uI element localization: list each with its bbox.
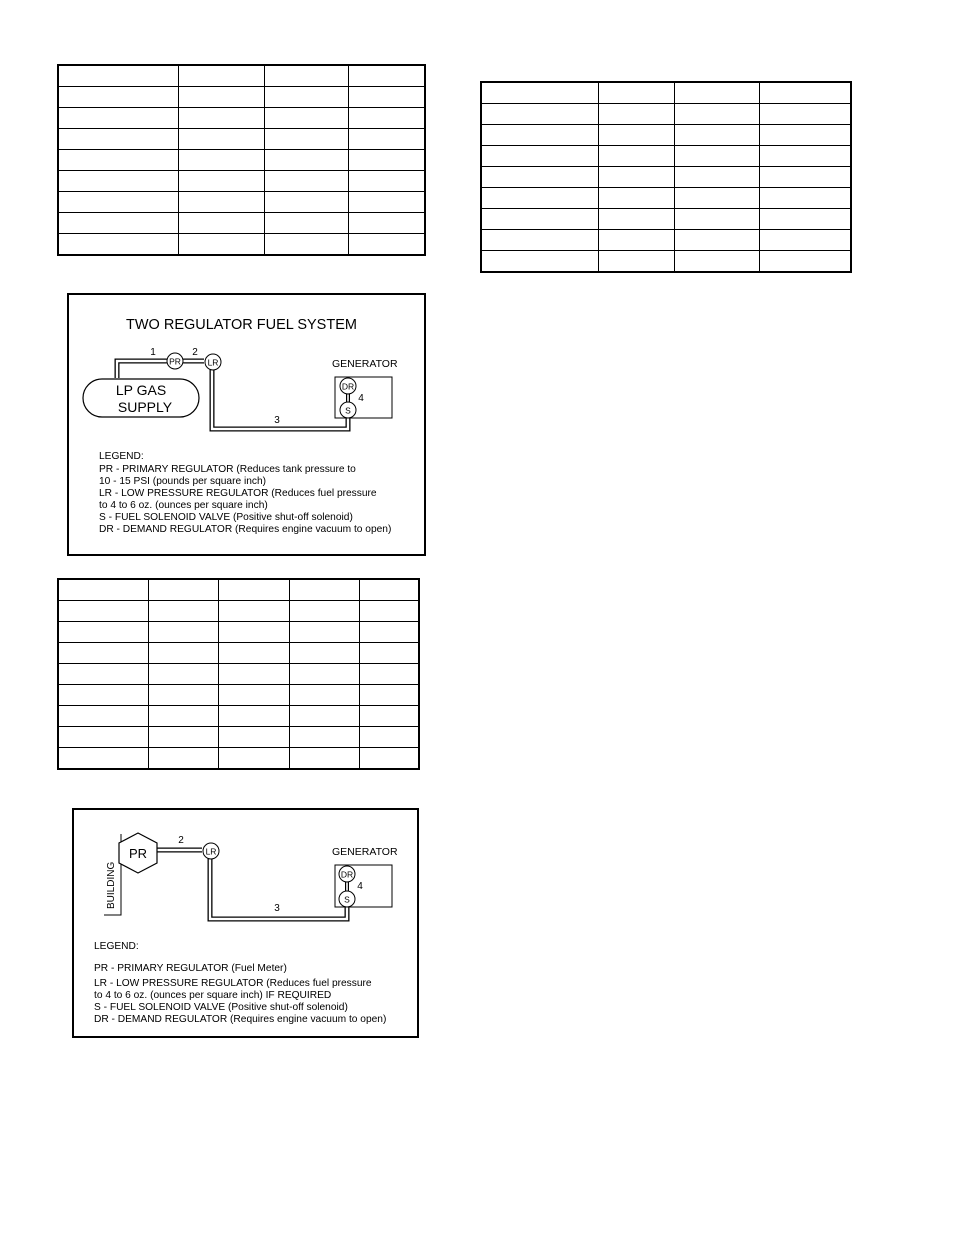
legend-line: LEGEND: xyxy=(99,451,144,462)
table-cell xyxy=(58,643,148,664)
table-cell xyxy=(290,643,360,664)
table-cell xyxy=(58,234,178,256)
table-cell xyxy=(265,108,349,129)
legend-line: DR - DEMAND REGULATOR (Requires engine vacuum to open) xyxy=(99,524,392,535)
table-cell xyxy=(218,579,290,601)
table-row xyxy=(58,108,425,129)
pipe-1 xyxy=(117,361,167,378)
table-cell xyxy=(58,601,148,622)
table-row xyxy=(481,125,851,146)
table-cell xyxy=(675,146,760,167)
table-cell xyxy=(598,251,675,273)
table-cell xyxy=(481,104,598,125)
table-cell xyxy=(265,171,349,192)
table-cell xyxy=(759,251,851,273)
table-row xyxy=(481,251,851,273)
table-cell xyxy=(265,150,349,171)
table-cell xyxy=(598,188,675,209)
table-row xyxy=(481,209,851,230)
legend-line: PR - PRIMARY REGULATOR (Fuel Meter) xyxy=(94,963,287,974)
generator-number-4: 4 xyxy=(358,393,364,404)
table-cell xyxy=(598,125,675,146)
table-row xyxy=(58,643,419,664)
pipe-label-2: 2 xyxy=(192,347,198,358)
table-cell xyxy=(58,706,148,727)
table-cell xyxy=(348,171,425,192)
diagram-title: TWO REGULATOR FUEL SYSTEM xyxy=(126,317,357,333)
table-row xyxy=(58,579,419,601)
table-cell xyxy=(178,65,265,87)
table-cell xyxy=(348,65,425,87)
table-cell xyxy=(759,188,851,209)
pr-label: PR xyxy=(169,356,181,367)
two-regulator-diagram-panel xyxy=(67,293,426,556)
table-row xyxy=(481,230,851,251)
table-cell xyxy=(148,622,218,643)
table-cell xyxy=(148,706,218,727)
table-cell xyxy=(58,150,178,171)
pipe-1-inner xyxy=(117,361,167,378)
table-cell xyxy=(218,727,290,748)
table-row xyxy=(58,87,425,108)
table-cell xyxy=(290,706,360,727)
table-cell xyxy=(148,664,218,685)
building-label: BUILDING xyxy=(106,861,117,909)
table-cell xyxy=(759,209,851,230)
table-cell xyxy=(218,622,290,643)
table-cell xyxy=(675,82,760,104)
table-cell xyxy=(359,727,419,748)
table-cell xyxy=(58,192,178,213)
table-cell xyxy=(481,82,598,104)
table-cell xyxy=(218,664,290,685)
table-row xyxy=(58,65,425,87)
table-cell xyxy=(359,685,419,706)
table-cell xyxy=(58,129,178,150)
table-cell xyxy=(359,664,419,685)
table-cell xyxy=(675,125,760,146)
table-cell xyxy=(58,622,148,643)
table-cell xyxy=(290,748,360,770)
table-cell xyxy=(290,664,360,685)
table-cell xyxy=(58,65,178,87)
table-cell xyxy=(598,146,675,167)
table-cell xyxy=(759,125,851,146)
table-cell xyxy=(348,192,425,213)
tank-label-line1: LP GAS xyxy=(115,382,167,398)
dr-label: DR xyxy=(340,869,354,880)
legend-line: DR - DEMAND REGULATOR (Requires engine vacuum to open) xyxy=(94,1014,387,1025)
table-cell xyxy=(218,706,290,727)
table-row xyxy=(481,188,851,209)
legend-line: to 4 to 6 oz. (ounces per square inch) IF REQUIRED xyxy=(94,990,332,1001)
table-cell xyxy=(348,150,425,171)
generator-label: GENERATOR xyxy=(332,358,398,370)
table-row xyxy=(481,146,851,167)
legend-line: S - FUEL SOLENOID VALVE (Positive shut-off solenoid) xyxy=(94,1002,348,1013)
empty-table-1-body xyxy=(58,65,425,255)
table-cell xyxy=(58,87,178,108)
table-cell xyxy=(148,748,218,770)
table-cell xyxy=(178,150,265,171)
table-row xyxy=(58,601,419,622)
generator-number-4: 4 xyxy=(357,881,363,892)
table-cell xyxy=(481,125,598,146)
table-row xyxy=(58,706,419,727)
table-cell xyxy=(348,129,425,150)
table-row xyxy=(58,213,425,234)
pipe-3-inner xyxy=(212,369,348,429)
table-row xyxy=(58,685,419,706)
generator-label: GENERATOR xyxy=(332,846,398,858)
pipe-label-3: 3 xyxy=(274,903,280,914)
table-cell xyxy=(178,87,265,108)
table-cell xyxy=(675,209,760,230)
table-row xyxy=(58,150,425,171)
table-cell xyxy=(290,685,360,706)
table-cell xyxy=(348,213,425,234)
table-row xyxy=(58,664,419,685)
table-cell xyxy=(265,234,349,256)
legend-line: LR - LOW PRESSURE REGULATOR (Reduces fuel pressure xyxy=(94,978,372,989)
table-cell xyxy=(148,727,218,748)
table-cell xyxy=(675,251,760,273)
table-row xyxy=(481,167,851,188)
dr-label: DR xyxy=(341,381,355,392)
table-cell xyxy=(675,188,760,209)
table-cell xyxy=(759,104,851,125)
table-cell xyxy=(218,685,290,706)
building-supply-diagram-panel xyxy=(72,808,419,1038)
legend-line: to 4 to 6 oz. (ounces per square inch) xyxy=(99,500,268,511)
table-cell xyxy=(359,579,419,601)
legend-line: S - FUEL SOLENOID VALVE (Positive shut-off solenoid) xyxy=(99,512,353,523)
table-cell xyxy=(218,748,290,770)
table-cell xyxy=(359,643,419,664)
table-row xyxy=(481,82,851,104)
table-cell xyxy=(759,230,851,251)
table-cell xyxy=(598,82,675,104)
legend-line: 10 - 15 PSI (pounds per square inch) xyxy=(99,476,267,487)
empty-table-3-body xyxy=(58,579,419,769)
table-cell xyxy=(481,167,598,188)
pipe-label-2: 2 xyxy=(178,835,184,846)
table-row xyxy=(58,192,425,213)
table-cell xyxy=(178,108,265,129)
legend-line: PR - PRIMARY REGULATOR (Reduces tank pressure to xyxy=(99,464,356,475)
table-cell xyxy=(481,146,598,167)
table-cell xyxy=(598,104,675,125)
lr-label: LR xyxy=(205,846,217,857)
table-cell xyxy=(675,104,760,125)
table-cell xyxy=(481,209,598,230)
table-cell xyxy=(481,251,598,273)
table-cell xyxy=(178,213,265,234)
table-cell xyxy=(348,234,425,256)
table-row xyxy=(58,234,425,256)
pr-label: PR xyxy=(128,846,148,861)
table-cell xyxy=(598,167,675,188)
pipe-label-3: 3 xyxy=(274,415,280,426)
table-cell xyxy=(58,171,178,192)
table-cell xyxy=(265,213,349,234)
table-cell xyxy=(481,188,598,209)
table-cell xyxy=(148,643,218,664)
table-cell xyxy=(58,727,148,748)
empty-table-2-body xyxy=(481,82,851,272)
table-row xyxy=(58,171,425,192)
empty-table-3 xyxy=(57,578,420,770)
table-cell xyxy=(218,643,290,664)
table-row xyxy=(481,104,851,125)
pipe-label-1: 1 xyxy=(150,347,156,358)
table-cell xyxy=(675,230,760,251)
table-cell xyxy=(598,209,675,230)
table-cell xyxy=(290,727,360,748)
table-cell xyxy=(359,622,419,643)
table-cell xyxy=(759,82,851,104)
empty-table-2 xyxy=(480,81,852,273)
lr-label: LR xyxy=(207,357,219,368)
table-cell xyxy=(178,234,265,256)
table-row xyxy=(58,727,419,748)
s-label: S xyxy=(345,405,351,416)
table-cell xyxy=(58,748,148,770)
table-cell xyxy=(348,108,425,129)
table-cell xyxy=(598,230,675,251)
table-row xyxy=(58,622,419,643)
empty-table-1 xyxy=(57,64,426,256)
table-cell xyxy=(481,230,598,251)
building-supply-diagram xyxy=(74,810,421,1040)
table-cell xyxy=(265,65,349,87)
table-cell xyxy=(148,579,218,601)
pipe-3 xyxy=(212,369,348,429)
table-cell xyxy=(265,192,349,213)
table-cell xyxy=(290,579,360,601)
table-cell xyxy=(58,108,178,129)
table-cell xyxy=(290,622,360,643)
table-cell xyxy=(265,129,349,150)
table-cell xyxy=(218,601,290,622)
table-row xyxy=(58,129,425,150)
legend-line: LR - LOW PRESSURE REGULATOR (Reduces fuel pressure xyxy=(99,488,377,499)
table-row xyxy=(58,748,419,770)
table-cell xyxy=(58,685,148,706)
table-cell xyxy=(265,87,349,108)
table-cell xyxy=(178,129,265,150)
table-cell xyxy=(58,579,148,601)
table-cell xyxy=(675,167,760,188)
table-cell xyxy=(759,146,851,167)
tank-label-line2: SUPPLY xyxy=(117,399,173,415)
table-cell xyxy=(148,685,218,706)
two-regulator-diagram xyxy=(69,295,428,558)
table-cell xyxy=(148,601,218,622)
table-cell xyxy=(178,192,265,213)
s-label: S xyxy=(344,894,350,905)
table-cell xyxy=(759,167,851,188)
table-cell xyxy=(178,171,265,192)
legend-line: LEGEND: xyxy=(94,941,139,952)
table-cell xyxy=(58,664,148,685)
table-cell xyxy=(359,706,419,727)
table-cell xyxy=(348,87,425,108)
table-cell xyxy=(290,601,360,622)
table-cell xyxy=(359,748,419,770)
table-cell xyxy=(359,601,419,622)
table-cell xyxy=(58,213,178,234)
